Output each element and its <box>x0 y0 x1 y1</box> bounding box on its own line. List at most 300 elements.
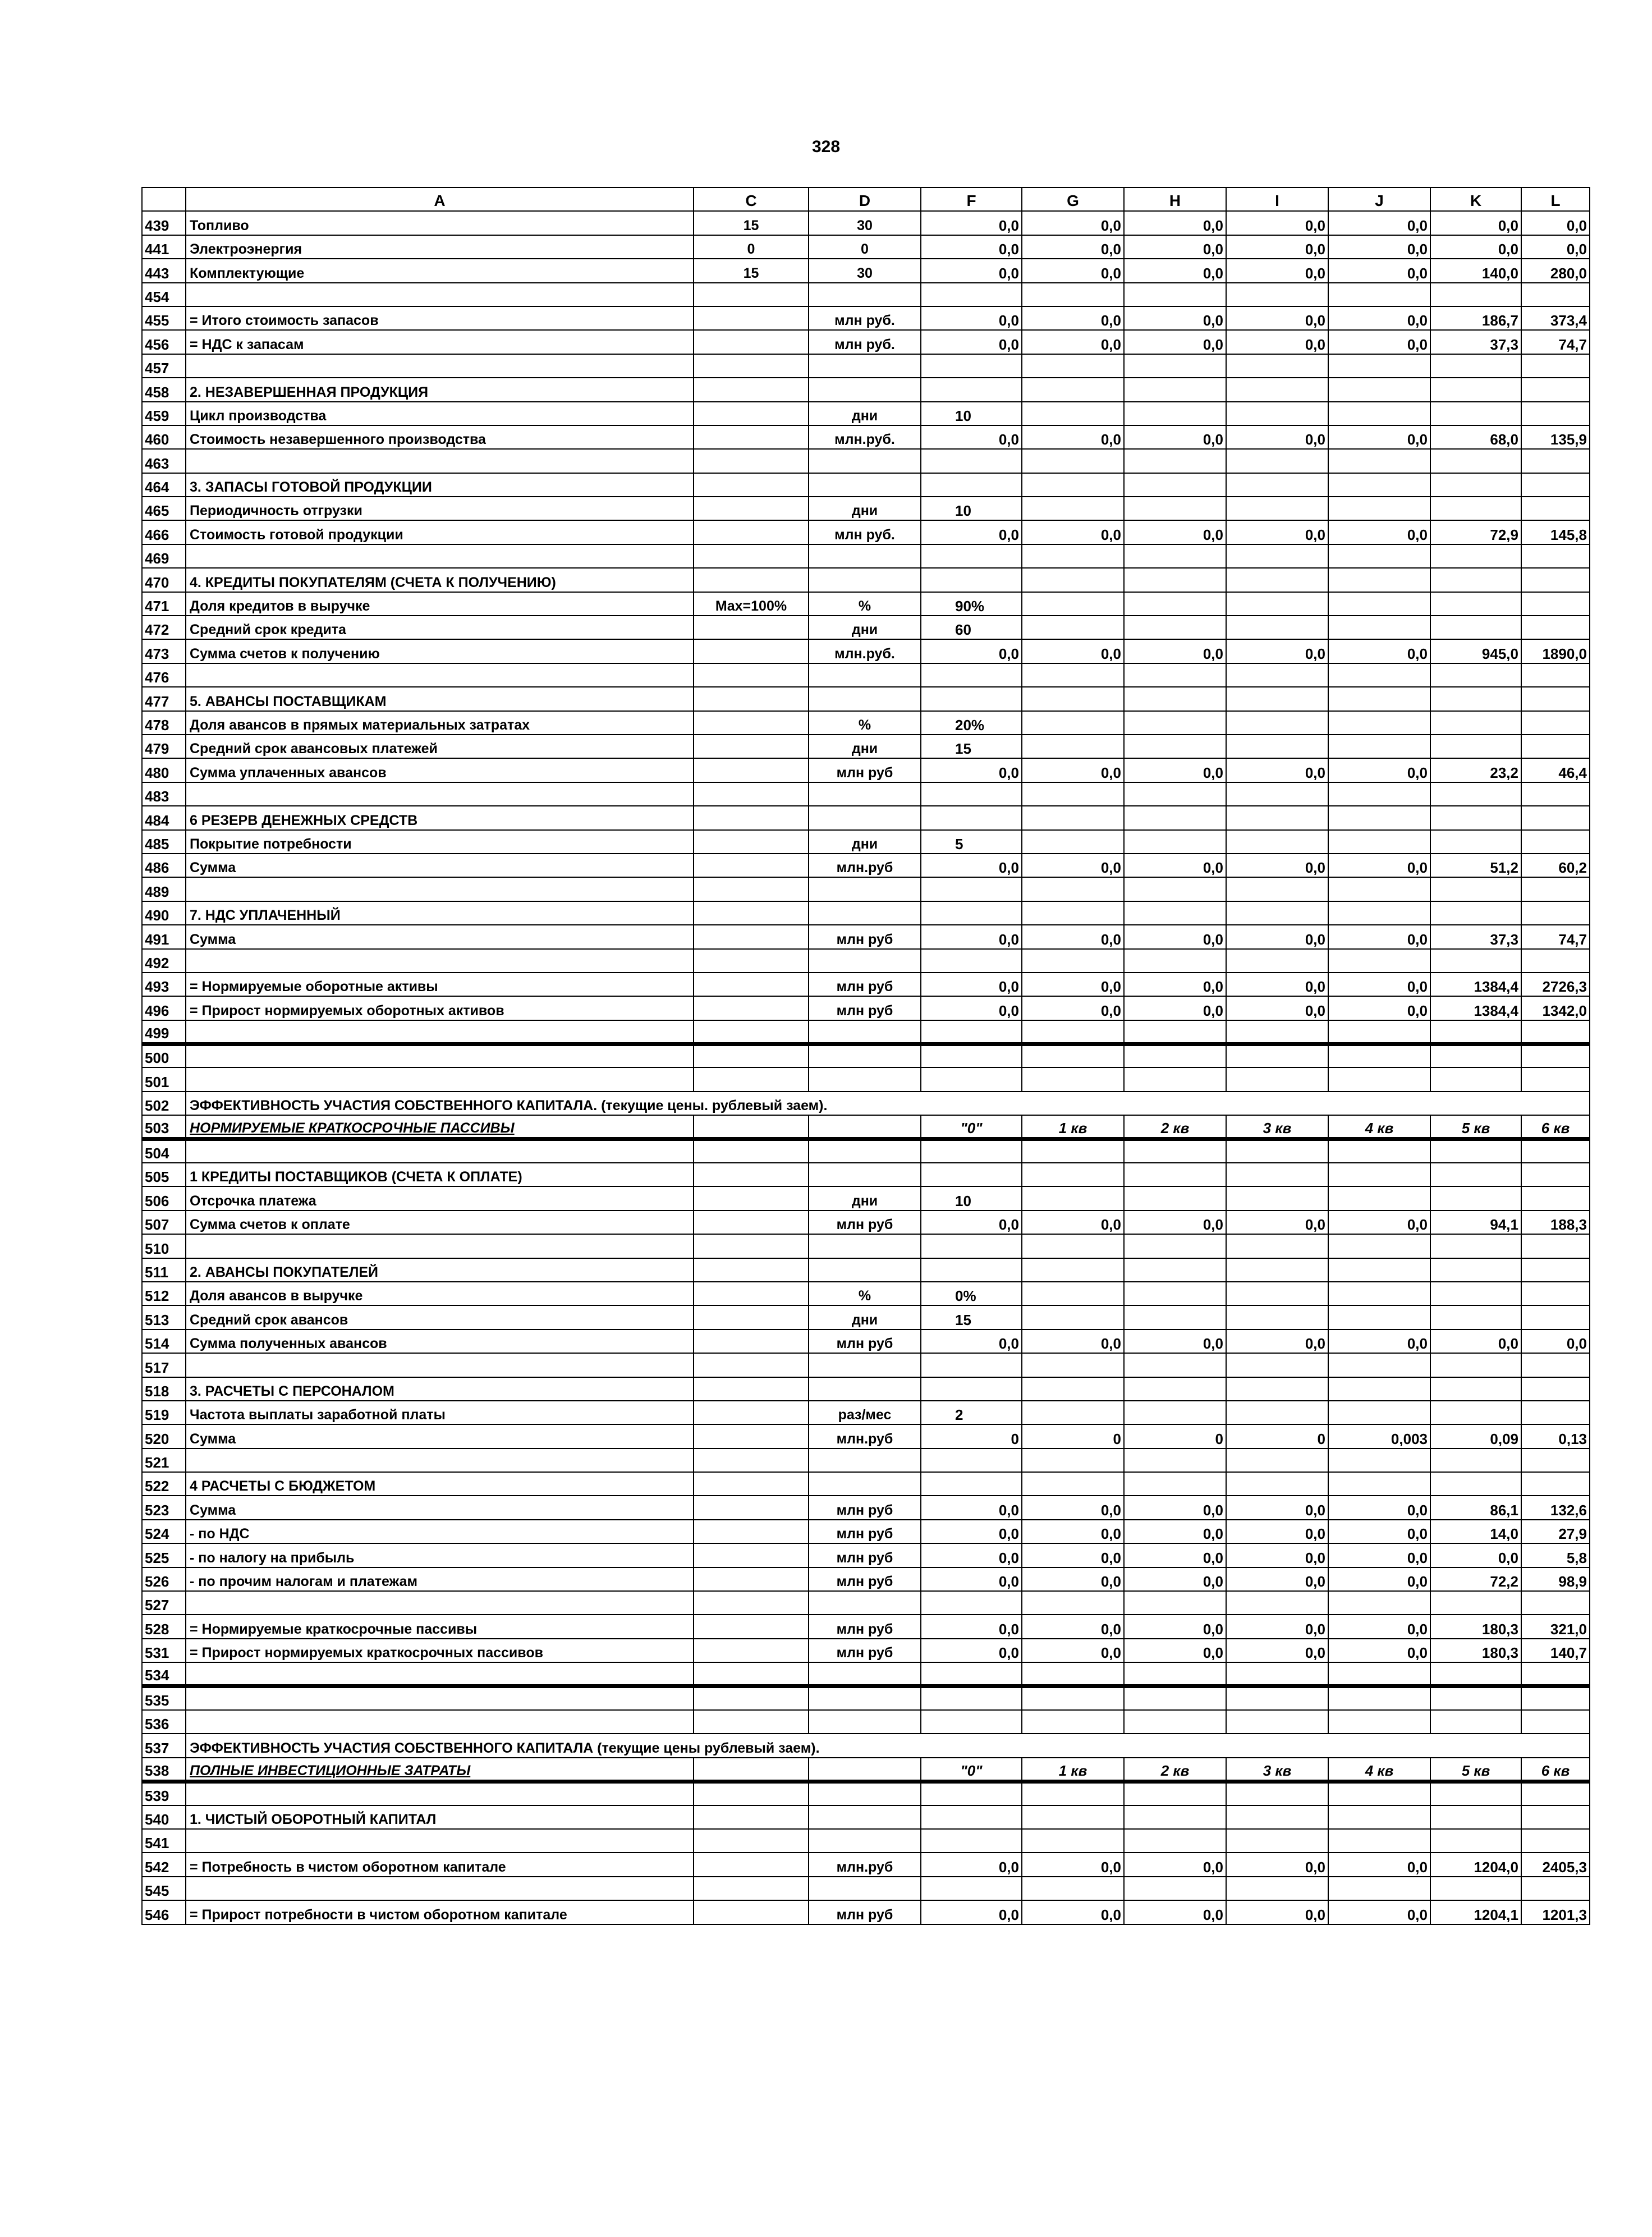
cell-g[interactable]: 0,0 <box>1022 306 1124 330</box>
cell-l[interactable] <box>1521 1139 1590 1163</box>
cell-a[interactable] <box>186 1829 694 1853</box>
cell-d[interactable]: дни <box>809 402 921 425</box>
cell-d[interactable] <box>809 568 921 592</box>
cell-j[interactable] <box>1328 806 1430 829</box>
cell-c[interactable] <box>694 1567 809 1591</box>
cell-k[interactable]: 0,0 <box>1430 1330 1521 1353</box>
cell-c[interactable] <box>694 354 809 378</box>
cell-h[interactable] <box>1124 1401 1226 1424</box>
cell-i[interactable] <box>1226 283 1328 306</box>
cell-c[interactable] <box>694 378 809 401</box>
cell-f[interactable] <box>921 877 1022 901</box>
cell-h[interactable] <box>1124 1044 1226 1067</box>
cell-h[interactable] <box>1124 877 1226 901</box>
cell-j[interactable]: 0,0 <box>1328 1639 1430 1662</box>
row-number[interactable]: 455 <box>142 306 186 330</box>
cell-a[interactable] <box>186 949 694 973</box>
cell-g[interactable] <box>1022 830 1124 854</box>
cell-f[interactable] <box>921 473 1022 497</box>
cell-a[interactable]: Доля кредитов в выручке <box>186 592 694 616</box>
cell-a[interactable]: - по прочим налогам и платежам <box>186 1567 694 1591</box>
cell-k[interactable] <box>1430 1258 1521 1282</box>
cell-l[interactable]: 0,0 <box>1521 1330 1590 1353</box>
cell-g[interactable]: 0,0 <box>1022 996 1124 1020</box>
cell-c[interactable] <box>694 497 809 520</box>
cell-i[interactable] <box>1226 473 1328 497</box>
cell-d[interactable] <box>809 949 921 973</box>
row-number[interactable]: 443 <box>142 259 186 282</box>
cell-j[interactable]: 0,0 <box>1328 306 1430 330</box>
cell-i[interactable] <box>1226 497 1328 520</box>
cell-f[interactable]: 0,0 <box>921 1543 1022 1567</box>
cell-k[interactable] <box>1430 663 1521 687</box>
cell-h[interactable] <box>1124 901 1226 925</box>
cell-l[interactable] <box>1521 1448 1590 1472</box>
cell-h[interactable]: 0,0 <box>1124 758 1226 782</box>
cell-d[interactable] <box>809 1829 921 1853</box>
cell-g[interactable]: 0,0 <box>1022 925 1124 948</box>
cell-i[interactable]: 0,0 <box>1226 1330 1328 1353</box>
cell-i[interactable] <box>1226 1186 1328 1210</box>
cell-l[interactable]: 98,9 <box>1521 1567 1590 1591</box>
cell-g[interactable]: 1 кв <box>1022 1115 1124 1139</box>
cell-f[interactable] <box>921 782 1022 806</box>
cell-l[interactable] <box>1521 782 1590 806</box>
cell-f[interactable] <box>921 1472 1022 1496</box>
cell-i[interactable]: 0,0 <box>1226 259 1328 282</box>
cell-i[interactable] <box>1226 1591 1328 1615</box>
cell-l[interactable]: 280,0 <box>1521 259 1590 282</box>
cell-c[interactable] <box>694 1853 809 1876</box>
row-number[interactable]: 527 <box>142 1591 186 1615</box>
cell-h[interactable] <box>1124 711 1226 735</box>
cell-d[interactable] <box>809 1067 921 1091</box>
cell-a[interactable]: Средний срок авансовых платежей <box>186 735 694 758</box>
row-number[interactable]: 489 <box>142 877 186 901</box>
cell-a[interactable]: Электроэнергия <box>186 235 694 259</box>
column-header-c[interactable]: C <box>694 187 809 211</box>
cell-a[interactable]: Средний срок авансов <box>186 1305 694 1329</box>
cell-c[interactable] <box>694 1115 809 1139</box>
cell-d[interactable]: млн руб <box>809 1520 921 1543</box>
cell-j[interactable]: 0,0 <box>1328 1853 1430 1876</box>
cell-a[interactable] <box>186 663 694 687</box>
cell-c[interactable] <box>694 1543 809 1567</box>
cell-f[interactable]: 2 <box>921 1401 1022 1424</box>
cell-g[interactable] <box>1022 568 1124 592</box>
cell-h[interactable] <box>1124 1020 1226 1044</box>
cell-j[interactable]: 0,0 <box>1328 1567 1430 1591</box>
cell-i[interactable] <box>1226 949 1328 973</box>
row-number[interactable]: 537 <box>142 1734 186 1757</box>
cell-d[interactable] <box>809 1353 921 1377</box>
column-header-k[interactable]: K <box>1430 187 1521 211</box>
cell-h[interactable] <box>1124 497 1226 520</box>
cell-l[interactable] <box>1521 1781 1590 1805</box>
cell-j[interactable] <box>1328 497 1430 520</box>
row-number[interactable]: 496 <box>142 996 186 1020</box>
cell-a[interactable]: 7. НДС УПЛАЧЕННЫЙ <box>186 901 694 925</box>
cell-l[interactable]: 74,7 <box>1521 925 1590 948</box>
cell-g[interactable] <box>1022 1472 1124 1496</box>
cell-l[interactable]: 140,7 <box>1521 1639 1590 1662</box>
cell-h[interactable] <box>1124 592 1226 616</box>
cell-h[interactable]: 0 <box>1124 1424 1226 1448</box>
cell-a[interactable]: = Потребность в чистом оборотном капитале <box>186 1853 694 1876</box>
cell-c[interactable] <box>694 473 809 497</box>
cell-i[interactable] <box>1226 687 1328 710</box>
cell-f[interactable]: 0 <box>921 1424 1022 1448</box>
cell-g[interactable] <box>1022 592 1124 616</box>
cell-c[interactable] <box>694 1758 809 1781</box>
cell-h[interactable]: 0,0 <box>1124 330 1226 354</box>
cell-j[interactable]: 0,0 <box>1328 1543 1430 1567</box>
cell-l[interactable] <box>1521 568 1590 592</box>
cell-c[interactable] <box>694 402 809 425</box>
cell-f[interactable]: 0,0 <box>921 1496 1022 1519</box>
cell-i[interactable] <box>1226 1020 1328 1044</box>
cell-c[interactable] <box>694 1305 809 1329</box>
cell-k[interactable] <box>1430 1877 1521 1900</box>
cell-l[interactable]: 1342,0 <box>1521 996 1590 1020</box>
cell-j[interactable]: 4 кв <box>1328 1115 1430 1139</box>
cell-h[interactable] <box>1124 1234 1226 1258</box>
cell-d[interactable]: млн руб <box>809 1900 921 1924</box>
row-number[interactable]: 476 <box>142 663 186 687</box>
cell-j[interactable] <box>1328 1781 1430 1805</box>
cell-l[interactable] <box>1521 1186 1590 1210</box>
cell-i[interactable]: 0,0 <box>1226 1496 1328 1519</box>
cell-f[interactable]: 15 <box>921 1305 1022 1329</box>
cell-g[interactable] <box>1022 663 1124 687</box>
cell-f[interactable] <box>921 1591 1022 1615</box>
row-number[interactable]: 483 <box>142 782 186 806</box>
cell-h[interactable] <box>1124 1067 1226 1091</box>
cell-i[interactable] <box>1226 806 1328 829</box>
cell-c[interactable] <box>694 1377 809 1401</box>
cell-g[interactable] <box>1022 782 1124 806</box>
cell-j[interactable] <box>1328 1686 1430 1710</box>
cell-g[interactable]: 0,0 <box>1022 1211 1124 1234</box>
cell-a[interactable] <box>186 1686 694 1710</box>
cell-g[interactable] <box>1022 1377 1124 1401</box>
cell-k[interactable] <box>1430 1282 1521 1305</box>
cell-d[interactable]: дни <box>809 830 921 854</box>
cell-f[interactable]: 0,0 <box>921 235 1022 259</box>
row-number[interactable]: 463 <box>142 449 186 473</box>
cell-h[interactable]: 0,0 <box>1124 1496 1226 1519</box>
cell-k[interactable] <box>1430 1662 1521 1686</box>
cell-d[interactable] <box>809 544 921 568</box>
cell-a[interactable] <box>186 354 694 378</box>
cell-h[interactable] <box>1124 568 1226 592</box>
cell-i[interactable]: 0,0 <box>1226 1543 1328 1567</box>
row-number[interactable]: 545 <box>142 1877 186 1900</box>
cell-l[interactable]: 373,4 <box>1521 306 1590 330</box>
cell-f[interactable] <box>921 1781 1022 1805</box>
cell-g[interactable] <box>1022 1710 1124 1734</box>
cell-h[interactable] <box>1124 830 1226 854</box>
cell-a[interactable]: - по налогу на прибыль <box>186 1543 694 1567</box>
cell-l[interactable] <box>1521 1829 1590 1853</box>
cell-d[interactable] <box>809 901 921 925</box>
cell-d[interactable]: раз/мес <box>809 1401 921 1424</box>
cell-k[interactable]: 37,3 <box>1430 330 1521 354</box>
cell-i[interactable] <box>1226 877 1328 901</box>
cell-d[interactable]: млн руб <box>809 1330 921 1353</box>
cell-k[interactable]: 37,3 <box>1430 925 1521 948</box>
row-number[interactable]: 513 <box>142 1305 186 1329</box>
cell-f[interactable]: 10 <box>921 497 1022 520</box>
cell-i[interactable] <box>1226 782 1328 806</box>
cell-k[interactable]: 0,09 <box>1430 1424 1521 1448</box>
cell-k[interactable] <box>1430 449 1521 473</box>
cell-f[interactable] <box>921 687 1022 710</box>
cell-g[interactable] <box>1022 1305 1124 1329</box>
cell-f[interactable] <box>921 378 1022 401</box>
row-number[interactable]: 484 <box>142 806 186 829</box>
cell-j[interactable] <box>1328 1020 1430 1044</box>
row-number[interactable]: 504 <box>142 1139 186 1163</box>
cell-k[interactable]: 68,0 <box>1430 425 1521 449</box>
cell-i[interactable]: 0,0 <box>1226 1615 1328 1638</box>
cell-j[interactable] <box>1328 830 1430 854</box>
cell-i[interactable] <box>1226 378 1328 401</box>
cell-f[interactable]: 5 <box>921 830 1022 854</box>
cell-g[interactable] <box>1022 806 1124 829</box>
cell-f[interactable] <box>921 901 1022 925</box>
cell-k[interactable]: 14,0 <box>1430 1520 1521 1543</box>
cell-c[interactable] <box>694 568 809 592</box>
cell-d[interactable]: млн.руб <box>809 854 921 877</box>
cell-l[interactable] <box>1521 592 1590 616</box>
cell-a[interactable]: 3. ЗАПАСЫ ГОТОВОЙ ПРОДУКЦИИ <box>186 473 694 497</box>
cell-c[interactable] <box>694 973 809 996</box>
cell-j[interactable] <box>1328 1877 1430 1900</box>
cell-c[interactable] <box>694 735 809 758</box>
cell-g[interactable]: 0,0 <box>1022 1330 1124 1353</box>
row-number[interactable]: 542 <box>142 1853 186 1876</box>
cell-f[interactable]: 0,0 <box>921 1900 1022 1924</box>
row-number[interactable]: 478 <box>142 711 186 735</box>
cell-g[interactable] <box>1022 735 1124 758</box>
cell-h[interactable] <box>1124 1829 1226 1853</box>
cell-a[interactable] <box>186 782 694 806</box>
cell-a[interactable]: = Прирост нормируемых оборотных активов <box>186 996 694 1020</box>
cell-g[interactable] <box>1022 1591 1124 1615</box>
cell-g[interactable] <box>1022 1448 1124 1472</box>
cell-k[interactable] <box>1430 568 1521 592</box>
cell-g[interactable] <box>1022 1353 1124 1377</box>
cell-i[interactable] <box>1226 1282 1328 1305</box>
cell-k[interactable] <box>1430 1305 1521 1329</box>
cell-c[interactable] <box>694 1781 809 1805</box>
cell-j[interactable] <box>1328 1448 1430 1472</box>
cell-l[interactable] <box>1521 497 1590 520</box>
cell-j[interactable] <box>1328 949 1430 973</box>
cell-d[interactable]: % <box>809 711 921 735</box>
cell-i[interactable] <box>1226 1258 1328 1282</box>
cell-i[interactable] <box>1226 1781 1328 1805</box>
cell-j[interactable]: 0,0 <box>1328 996 1430 1020</box>
cell-d[interactable] <box>809 1115 921 1139</box>
cell-c[interactable] <box>694 854 809 877</box>
cell-c[interactable]: Max=100% <box>694 592 809 616</box>
cell-k[interactable] <box>1430 1805 1521 1829</box>
cell-c[interactable] <box>694 1686 809 1710</box>
column-header-f[interactable]: F <box>921 187 1022 211</box>
cell-h[interactable]: 0,0 <box>1124 996 1226 1020</box>
cell-k[interactable] <box>1430 1186 1521 1210</box>
cell-g[interactable] <box>1022 1781 1124 1805</box>
cell-g[interactable] <box>1022 1877 1124 1900</box>
cell-a[interactable]: 1 КРЕДИТЫ ПОСТАВЩИКОВ (СЧЕТА К ОПЛАТЕ) <box>186 1163 694 1186</box>
cell-d[interactable]: 0 <box>809 235 921 259</box>
cell-f[interactable] <box>921 1710 1022 1734</box>
row-number[interactable]: 505 <box>142 1163 186 1186</box>
row-number[interactable]: 520 <box>142 1424 186 1448</box>
cell-j[interactable]: 0,0 <box>1328 1900 1430 1924</box>
cell-i[interactable]: 0,0 <box>1226 973 1328 996</box>
cell-l[interactable]: 188,3 <box>1521 1211 1590 1234</box>
cell-i[interactable] <box>1226 592 1328 616</box>
cell-k[interactable]: 51,2 <box>1430 854 1521 877</box>
cell-i[interactable] <box>1226 735 1328 758</box>
cell-j[interactable]: 0,0 <box>1328 520 1430 544</box>
cell-f[interactable]: 0,0 <box>921 1520 1022 1543</box>
cell-j[interactable] <box>1328 877 1430 901</box>
cell-f[interactable] <box>921 1829 1022 1853</box>
cell-g[interactable] <box>1022 497 1124 520</box>
cell-c[interactable] <box>694 1020 809 1044</box>
cell-c[interactable] <box>694 544 809 568</box>
cell-l[interactable] <box>1521 901 1590 925</box>
cell-j[interactable] <box>1328 1662 1430 1686</box>
cell-f[interactable] <box>921 1377 1022 1401</box>
cell-h[interactable]: 0,0 <box>1124 425 1226 449</box>
row-number[interactable]: 472 <box>142 616 186 639</box>
cell-j[interactable] <box>1328 663 1430 687</box>
cell-g[interactable] <box>1022 354 1124 378</box>
row-number[interactable]: 466 <box>142 520 186 544</box>
cell-i[interactable] <box>1226 1163 1328 1186</box>
cell-j[interactable] <box>1328 735 1430 758</box>
cell-d[interactable] <box>809 1591 921 1615</box>
cell-h[interactable]: 0,0 <box>1124 306 1226 330</box>
cell-a[interactable]: ПОЛНЫЕ ИНВЕСТИЦИОННЫЕ ЗАТРАТЫ <box>186 1758 694 1781</box>
cell-j[interactable] <box>1328 1139 1430 1163</box>
cell-l[interactable] <box>1521 544 1590 568</box>
cell-a[interactable]: Цикл производства <box>186 402 694 425</box>
cell-k[interactable] <box>1430 1139 1521 1163</box>
cell-d[interactable] <box>809 283 921 306</box>
cell-h[interactable]: 0,0 <box>1124 1211 1226 1234</box>
cell-l[interactable]: 1201,3 <box>1521 1900 1590 1924</box>
cell-k[interactable] <box>1430 402 1521 425</box>
row-number[interactable]: 465 <box>142 497 186 520</box>
cell-g[interactable] <box>1022 1662 1124 1686</box>
cell-k[interactable] <box>1430 616 1521 639</box>
cell-j[interactable]: 0,0 <box>1328 1615 1430 1638</box>
cell-k[interactable] <box>1430 1377 1521 1401</box>
cell-c[interactable] <box>694 711 809 735</box>
cell-i[interactable]: 0,0 <box>1226 425 1328 449</box>
cell-a[interactable]: Доля авансов в выручке <box>186 1282 694 1305</box>
cell-j[interactable] <box>1328 1591 1430 1615</box>
cell-g[interactable]: 0 <box>1022 1424 1124 1448</box>
row-number[interactable]: 458 <box>142 378 186 401</box>
cell-d[interactable] <box>809 1686 921 1710</box>
cell-c[interactable] <box>694 1234 809 1258</box>
row-number[interactable]: 491 <box>142 925 186 948</box>
cell-l[interactable] <box>1521 1067 1590 1091</box>
cell-c[interactable] <box>694 1424 809 1448</box>
cell-a[interactable]: = Нормируемые оборотные активы <box>186 973 694 996</box>
cell-i[interactable] <box>1226 616 1328 639</box>
cell-d[interactable] <box>809 1163 921 1186</box>
cell-c[interactable] <box>694 1662 809 1686</box>
cell-a[interactable]: 2. АВАНСЫ ПОКУПАТЕЛЕЙ <box>186 1258 694 1282</box>
cell-h[interactable] <box>1124 663 1226 687</box>
cell-k[interactable]: 140,0 <box>1430 259 1521 282</box>
cell-l[interactable]: 60,2 <box>1521 854 1590 877</box>
cell-h[interactable]: 0,0 <box>1124 1900 1226 1924</box>
cell-d[interactable] <box>809 1234 921 1258</box>
cell-g[interactable] <box>1022 378 1124 401</box>
cell-i[interactable]: 0,0 <box>1226 639 1328 663</box>
cell-h[interactable] <box>1124 1448 1226 1472</box>
cell-g[interactable] <box>1022 1829 1124 1853</box>
cell-h[interactable] <box>1124 1472 1226 1496</box>
cell-f[interactable] <box>921 354 1022 378</box>
cell-g[interactable] <box>1022 877 1124 901</box>
cell-k[interactable]: 1204,0 <box>1430 1853 1521 1876</box>
cell-h[interactable] <box>1124 1377 1226 1401</box>
cell-i[interactable] <box>1226 1805 1328 1829</box>
cell-k[interactable] <box>1430 1686 1521 1710</box>
cell-j[interactable]: 0,0 <box>1328 973 1430 996</box>
cell-k[interactable] <box>1430 1401 1521 1424</box>
cell-d[interactable] <box>809 806 921 829</box>
cell-c[interactable] <box>694 1163 809 1186</box>
column-header-l[interactable]: L <box>1521 187 1590 211</box>
cell-c[interactable] <box>694 1710 809 1734</box>
cell-j[interactable]: 0,0 <box>1328 211 1430 235</box>
cell-i[interactable] <box>1226 449 1328 473</box>
cell-a[interactable]: Топливо <box>186 211 694 235</box>
row-number[interactable]: 536 <box>142 1710 186 1734</box>
cell-d[interactable]: млн руб <box>809 1567 921 1591</box>
row-number[interactable]: 518 <box>142 1377 186 1401</box>
cell-i[interactable]: 0,0 <box>1226 1900 1328 1924</box>
cell-j[interactable] <box>1328 283 1430 306</box>
cell-a[interactable] <box>186 1710 694 1734</box>
cell-i[interactable]: 0,0 <box>1226 1211 1328 1234</box>
cell-c[interactable] <box>694 1258 809 1282</box>
cell-h[interactable]: 0,0 <box>1124 925 1226 948</box>
cell-i[interactable]: 0,0 <box>1226 235 1328 259</box>
cell-c[interactable] <box>694 830 809 854</box>
cell-j[interactable]: 0,0 <box>1328 854 1430 877</box>
cell-g[interactable]: 0,0 <box>1022 854 1124 877</box>
cell-f[interactable]: 0,0 <box>921 758 1022 782</box>
cell-f[interactable]: 0,0 <box>921 925 1022 948</box>
cell-f[interactable]: 90% <box>921 592 1022 616</box>
cell-i[interactable] <box>1226 1472 1328 1496</box>
cell-i[interactable]: 0,0 <box>1226 758 1328 782</box>
cell-d[interactable] <box>809 1662 921 1686</box>
cell-j[interactable] <box>1328 1377 1430 1401</box>
